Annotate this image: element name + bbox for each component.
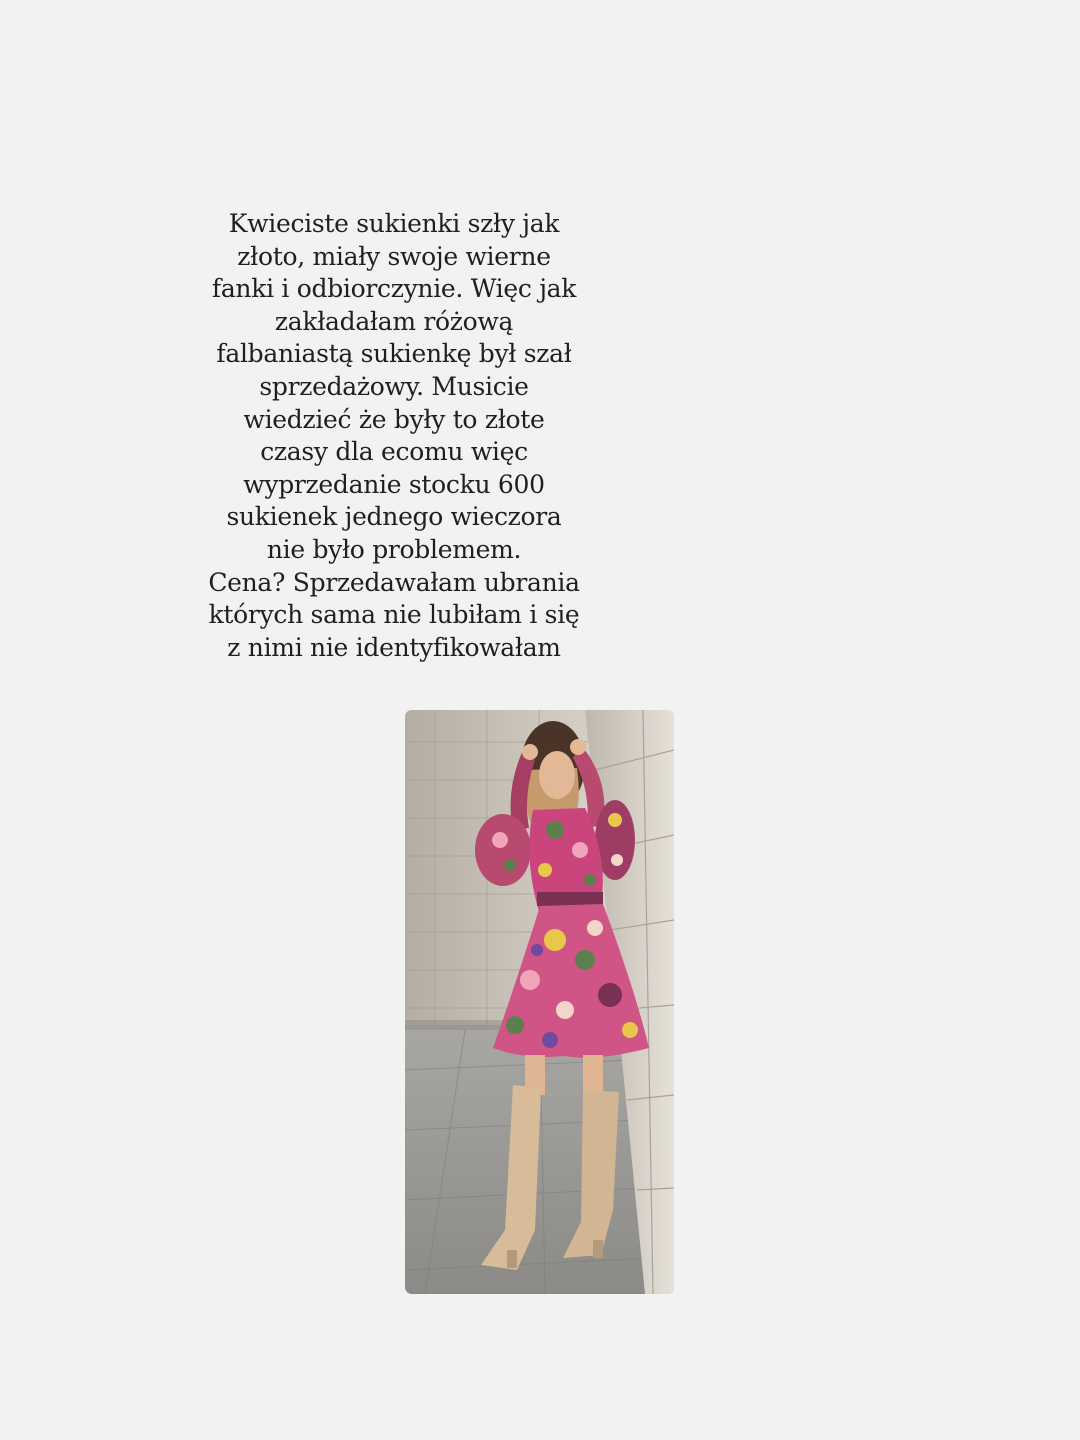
story-line: nie było problemem. <box>266 534 522 564</box>
fashion-photo <box>405 710 674 1294</box>
story-text <box>200 208 588 664</box>
dress-belt <box>537 892 603 906</box>
left-heel <box>507 1250 517 1268</box>
right-heel <box>593 1240 603 1258</box>
story-line: z nimi nie identyfikowałam <box>227 632 561 662</box>
face <box>539 751 575 799</box>
story-line: których sama nie lubiłam i się <box>208 600 580 630</box>
story-line: czasy dla ecomu więc <box>260 437 528 467</box>
story-line: sprzedażowy. Musicie <box>259 371 529 401</box>
story-line: sukienek jednego wieczora <box>226 502 562 532</box>
left-sleeve <box>475 814 531 886</box>
right-hand <box>570 739 586 755</box>
story-line: zakładałam różową <box>274 306 514 336</box>
story-line: Kwieciste sukienki szły jak <box>228 209 560 238</box>
story-line: falbaniastą sukienkę był szał <box>216 339 572 369</box>
story-line: wiedzieć że były to złote <box>243 404 545 434</box>
story-line: złoto, miały swoje wierne <box>237 241 551 271</box>
left-hand <box>522 744 538 760</box>
fashion-photo-illustration <box>405 710 674 1294</box>
story-line: fanki i odbiorczynie. Więc jak <box>211 274 577 304</box>
story-line: wyprzedanie stocku 600 <box>243 469 545 499</box>
right-leg <box>583 1055 603 1095</box>
story-line: Cena? Sprzedawałam ubrania <box>208 567 580 597</box>
